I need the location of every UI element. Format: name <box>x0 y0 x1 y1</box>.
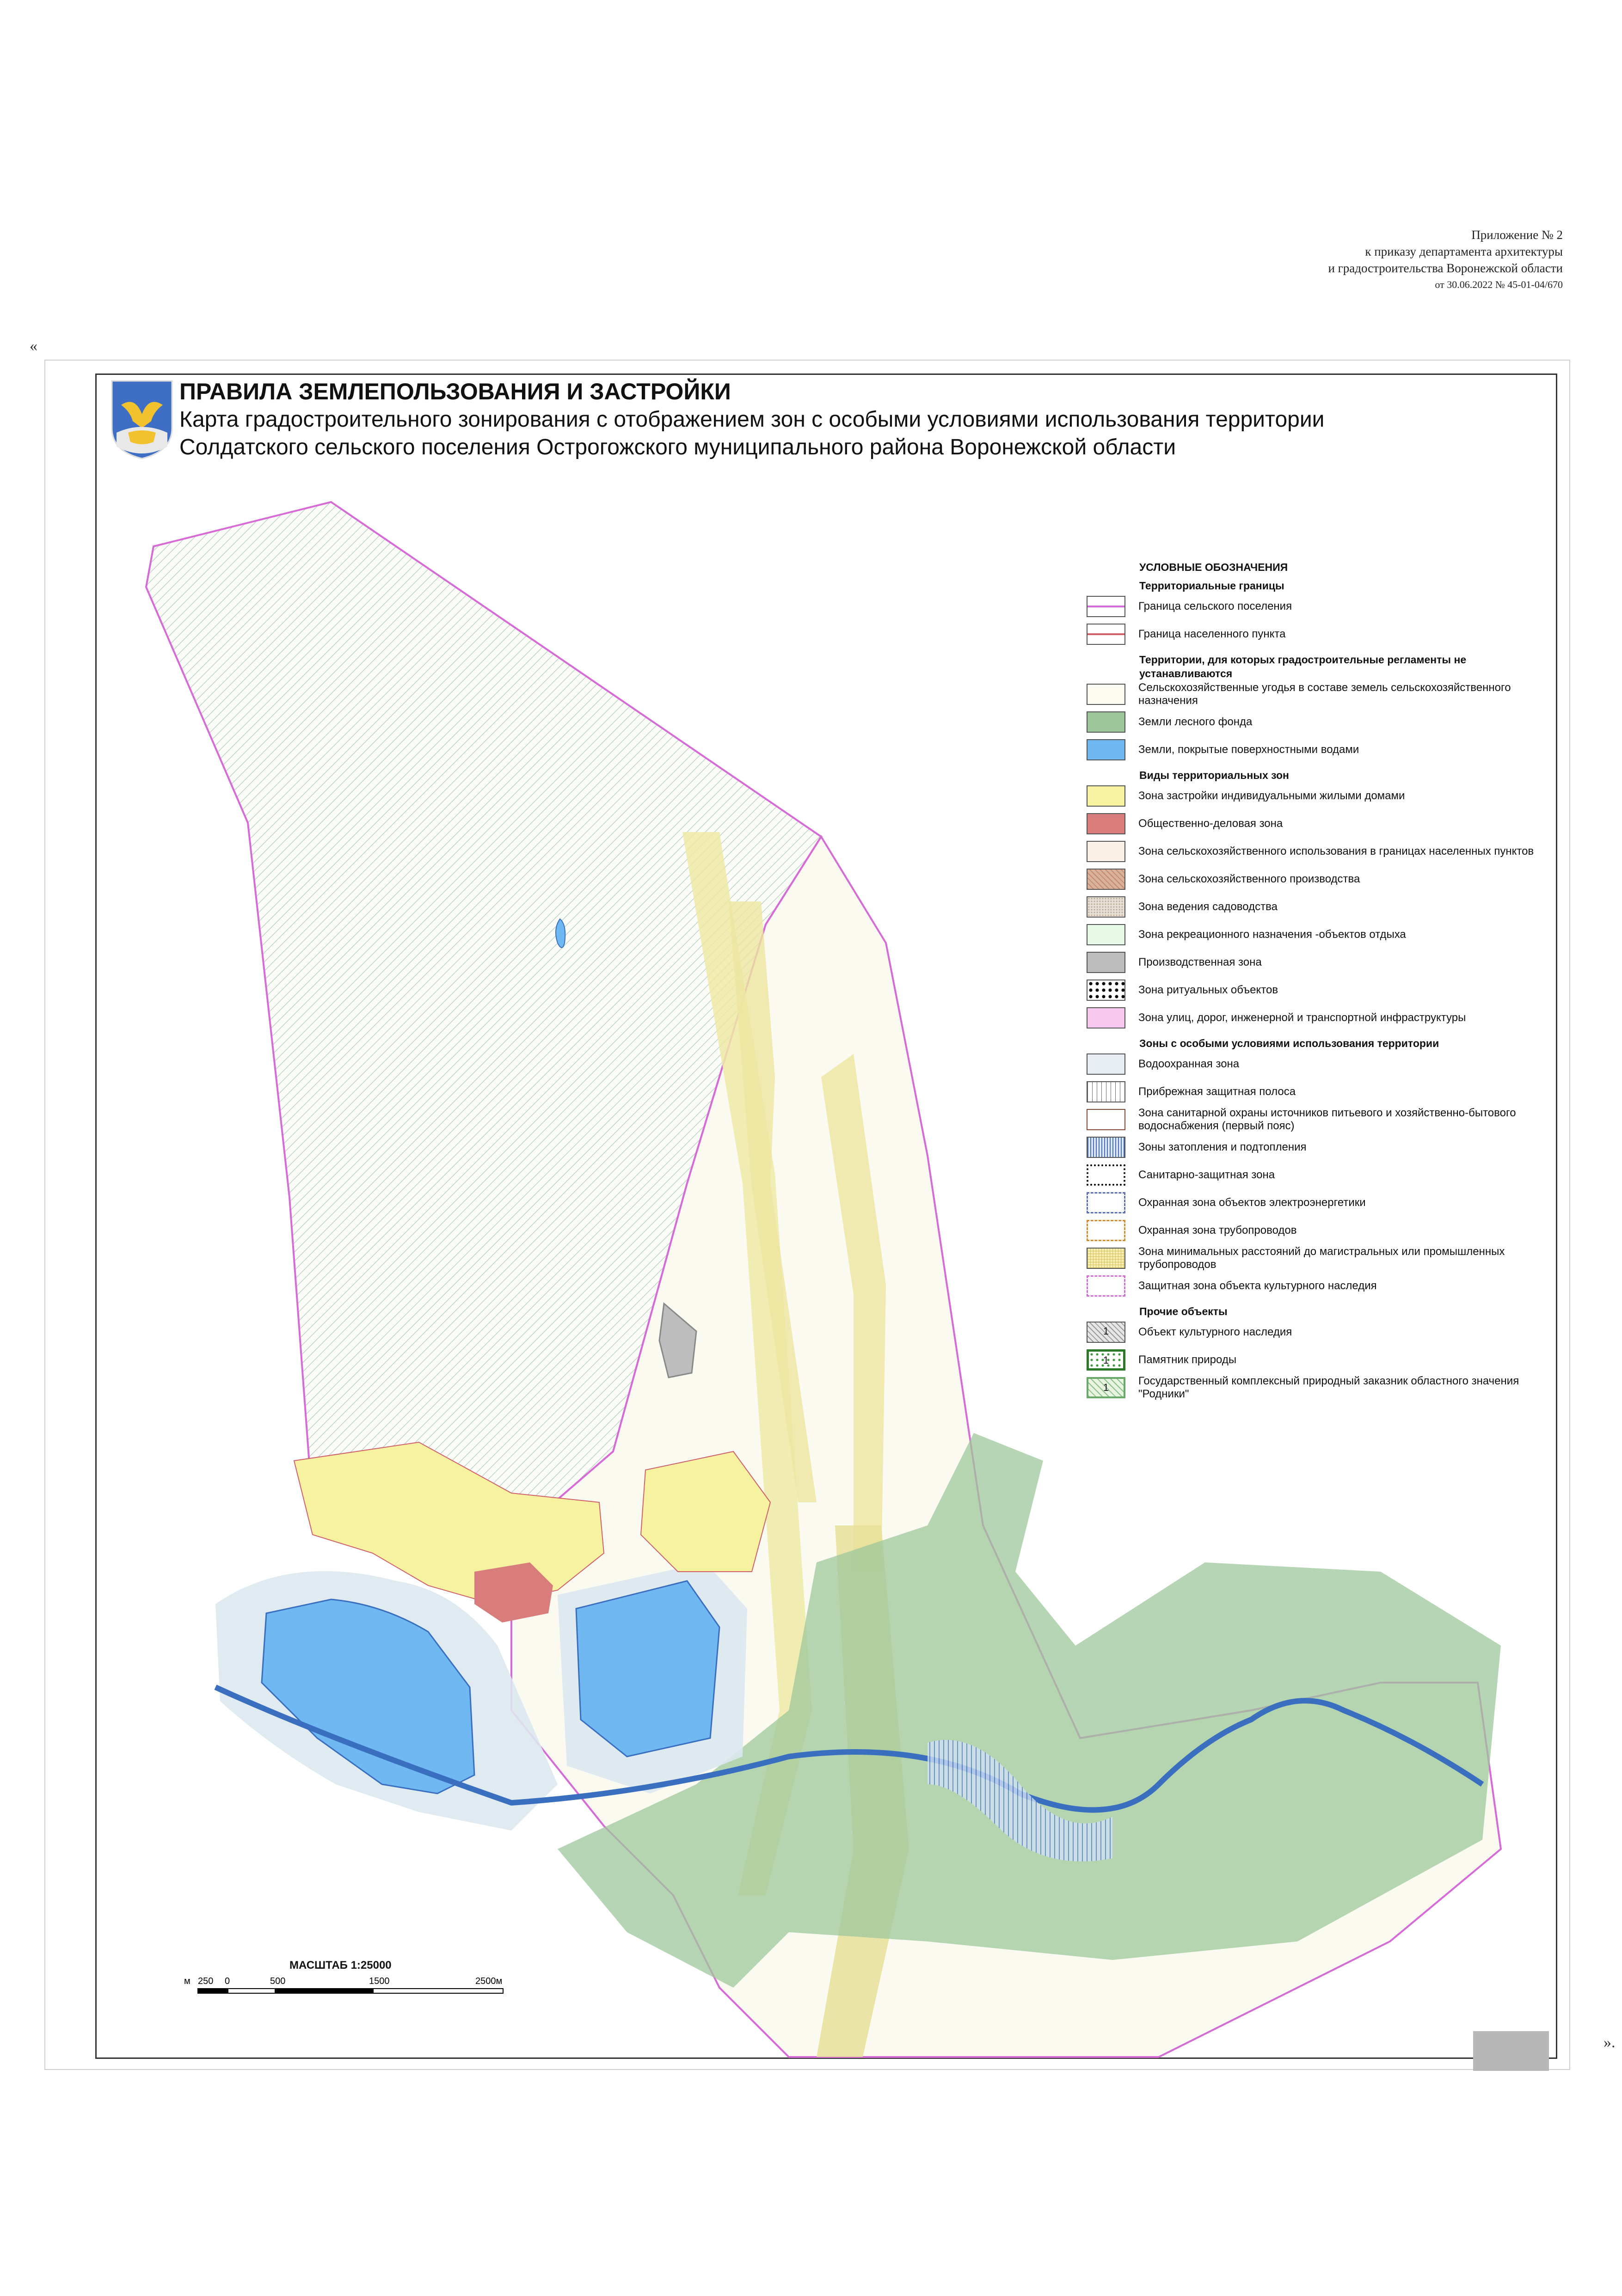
stamp-icon <box>1473 2031 1549 2071</box>
legend-item <box>1087 1106 1549 1133</box>
legend-swatch-number: 1 <box>1103 1354 1109 1366</box>
legend-swatch-icon <box>1087 1137 1125 1158</box>
legend-item <box>1087 810 1549 838</box>
legend-item-label: Объект культурного наследия <box>1138 1326 1292 1338</box>
legend-item-label: Зона застройки индивидуальными жилыми домами <box>1138 790 1405 802</box>
legend-item <box>1087 708 1549 736</box>
legend-swatch-number: 1 <box>1103 1325 1109 1337</box>
legend-swatch-icon <box>1087 596 1125 617</box>
legend-swatch-icon <box>1087 624 1125 645</box>
legend-item <box>1087 736 1549 764</box>
legend-item-label: Граница сельского поселения <box>1138 600 1292 612</box>
legend-item-label: Охранная зона трубопроводов <box>1138 1224 1297 1237</box>
legend-item <box>1087 782 1549 810</box>
map-subtitle-1: Карта градостроительного зонирования с отображением зон с особыми условиями использования территории <box>179 407 1325 432</box>
legend-item <box>1087 1217 1549 1244</box>
legend-item <box>1087 1078 1549 1106</box>
legend-item-label: Земли лесного фонда <box>1138 716 1253 728</box>
scale-bar <box>184 1974 517 2002</box>
legend-item-label: Зона сельскохозяйственного производства <box>1138 873 1360 885</box>
scale-tick-2: 500 <box>270 1976 286 1986</box>
legend-swatch-icon <box>1087 1164 1125 1186</box>
legend-item-label: Общественно-деловая зона <box>1138 817 1283 830</box>
map-subtitle-2: Солдатского сельского поселения Острогожского муниципального района Воронежской области <box>179 435 1176 459</box>
legend-item <box>1087 680 1549 708</box>
legend-swatch-icon <box>1087 813 1125 834</box>
scale-unit: м <box>184 1976 190 1986</box>
legend-swatch-icon <box>1087 1275 1125 1297</box>
legend-item-label: Земли, покрытые поверхностными водами <box>1138 743 1359 756</box>
legend-item <box>1087 620 1549 648</box>
legend-item <box>1087 1189 1549 1217</box>
legend-item-label: Зона улиц, дорог, инженерной и транспортной инфраструктуры <box>1138 1011 1466 1024</box>
legend-item <box>1087 1133 1549 1161</box>
legend-item-label: Защитная зона объекта культурного наследия <box>1138 1280 1377 1292</box>
legend-item-label: Памятник природы <box>1138 1353 1237 1366</box>
legend-swatch-number: 1 <box>1103 1382 1109 1393</box>
legend-item-label: Санитарно-защитная зона <box>1138 1169 1275 1181</box>
legend-swatch-icon <box>1087 1081 1125 1102</box>
legend-item-label: Зона рекреационного назначения -объектов отдыха <box>1138 928 1406 941</box>
legend-swatch-icon <box>1087 980 1125 1001</box>
legend-section-title: Территории, для которых градостроительные регламенты не устанавливаются <box>1139 654 1467 680</box>
map-title: ПРАВИЛА ЗЕМЛЕПОЛЬЗОВАНИЯ И ЗАСТРОЙКИ <box>179 379 731 404</box>
legend-item <box>1087 838 1549 865</box>
legend-item <box>1087 949 1549 976</box>
legend-swatch-icon <box>1087 869 1125 890</box>
scale-tick-0: 250 <box>198 1976 214 1986</box>
reservoir-east <box>576 1581 719 1757</box>
legend-item <box>1087 1374 1549 1402</box>
appendix-line1: Приложение № 2 <box>1471 228 1563 242</box>
legend-swatch-icon <box>1087 1248 1125 1269</box>
legend-swatch-icon <box>1087 684 1125 705</box>
legend-item <box>1087 921 1549 949</box>
legend-swatch-icon <box>1087 1349 1125 1371</box>
legend-item-label: Зона ведения садоводства <box>1138 900 1278 913</box>
scale-tick-3: 1500 <box>369 1976 390 1986</box>
legend-item-label: Сельскохозяйственные угодья в составе земель сельскохозяйственного назначения <box>1138 681 1511 707</box>
scale-tick-4: 2500м <box>475 1976 503 1986</box>
legend-item <box>1087 1272 1549 1300</box>
legend-swatch-icon <box>1087 1109 1125 1130</box>
legend-item-label: Граница населенного пункта <box>1138 628 1286 640</box>
legend-item-label: Зона минимальных расстояний до магистральных или промышленных трубопроводов <box>1138 1245 1505 1271</box>
appendix-header <box>1202 227 1563 293</box>
legend-item-label: Зоны затопления и подтопления <box>1138 1141 1307 1153</box>
legend-swatch-icon <box>1087 1322 1125 1343</box>
legend-swatch-icon <box>1087 952 1125 973</box>
legend-item-label: Государственный комплексный природный заказник областного значения "Родники" <box>1138 1375 1519 1400</box>
legend-swatch-icon <box>1087 785 1125 807</box>
legend-swatch-icon <box>1087 1377 1125 1398</box>
legend-item <box>1087 593 1549 620</box>
legend-swatch-icon <box>1087 896 1125 918</box>
legend-swatch-icon <box>1087 711 1125 733</box>
legend-item-label: Зона сельскохозяйственного использования в границах населенных пунктов <box>1138 845 1534 857</box>
coat-of-arms-icon <box>107 377 177 460</box>
scale-tick-1: 0 <box>225 1976 230 1986</box>
legend-item <box>1087 893 1549 921</box>
appendix-line3: и градостроительства Воронежской области <box>1328 261 1563 275</box>
quote-close: ». <box>1604 2034 1616 2051</box>
legend-item <box>1087 976 1549 1004</box>
appendix-line2: к приказу департамента архитектуры <box>1365 245 1563 258</box>
scale-title: МАСШТАБ 1:25000 <box>289 1959 392 1971</box>
legend-item-label: Охранная зона объектов электроэнергетики <box>1138 1196 1366 1209</box>
legend-item-label: Зона санитарной охраны источников питьевого и хозяйственно-бытового водоснабжения (первый пояс) <box>1138 1107 1516 1132</box>
legend-swatch-icon <box>1087 1220 1125 1241</box>
legend-swatch-icon <box>1087 1192 1125 1213</box>
legend-section-title: Зоны с особыми условиями использования территории <box>1139 1037 1439 1049</box>
appendix-line4: от 30.06.2022 № 45-01-04/670 <box>1435 279 1563 290</box>
legend-swatch-icon <box>1087 739 1125 760</box>
quote-open: « <box>30 337 37 355</box>
legend-item <box>1087 1161 1549 1189</box>
legend-swatch-icon <box>1087 841 1125 862</box>
legend-item <box>1087 1050 1549 1078</box>
legend-item-label: Прибрежная защитная полоса <box>1138 1085 1296 1098</box>
legend-item <box>1087 1244 1549 1272</box>
legend-item <box>1087 865 1549 893</box>
legend-section-title: Прочие объекты <box>1139 1305 1228 1317</box>
legend-section-title: Виды территориальных зон <box>1139 769 1289 781</box>
legend-heading: УСЛОВНЫЕ ОБОЗНАЧЕНИЯ <box>1139 561 1288 573</box>
legend-swatch-icon <box>1087 924 1125 945</box>
legend-swatch-icon <box>1087 1053 1125 1075</box>
legend-item <box>1087 1318 1549 1346</box>
legend-section-title: Территориальные границы <box>1139 580 1284 592</box>
legend-item <box>1087 1346 1549 1374</box>
legend-item <box>1087 1004 1549 1032</box>
legend <box>1087 560 1549 1402</box>
legend-item-label: Производственная зона <box>1138 956 1262 968</box>
legend-item-label: Зона ритуальных объектов <box>1138 984 1278 996</box>
legend-swatch-icon <box>1087 1007 1125 1029</box>
legend-item-label: Водоохранная зона <box>1138 1058 1240 1070</box>
